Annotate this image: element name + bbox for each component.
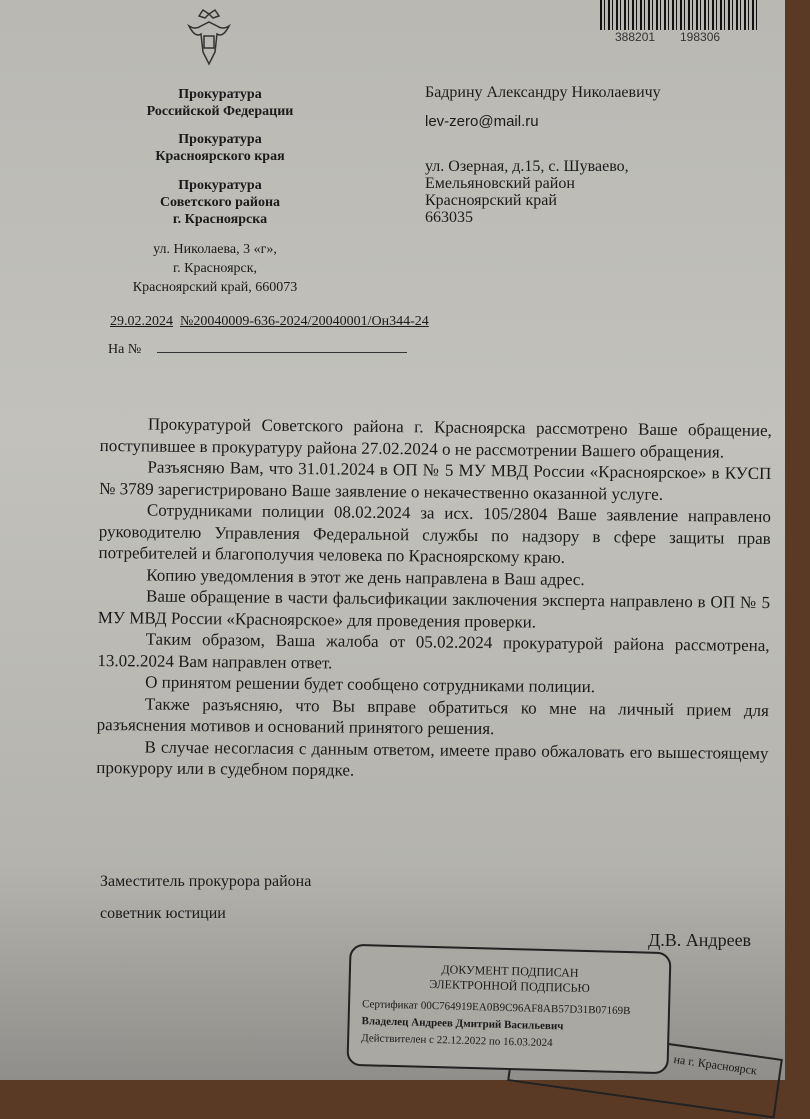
signer-rank: советник юстиции	[100, 905, 226, 922]
reference-line: 29.02.2024 №20040009-636-2024/20040001/Он344-24	[110, 314, 429, 329]
paragraph: О принятом решении будет сообщено сотрудниками полиции.	[145, 672, 596, 697]
paragraph: Таким образом, Ваша жалоба от 05.02.2024 прокуратурой района рассмотрена, 13.02.2024 Вам направлен ответ.	[97, 629, 770, 672]
org-krai: Прокуратура Красноярского края	[155, 132, 285, 164]
org-russia: Прокуратура Российской Федерации	[146, 87, 294, 119]
barcode-number-left: 388201	[615, 30, 656, 44]
paragraph: Прокуратурой Советского района г. Красноярска рассмотрено Ваше обращение, поступившее в прокуратуру района 27.02.2024 о не рассмотрении Вашего обращения.	[99, 414, 772, 462]
org-district: Прокуратура Советского района г. Красноярска	[159, 178, 281, 227]
barcode	[600, 0, 760, 30]
signer-name: Д.В. Андреев	[648, 930, 752, 950]
signer-position: Заместитель прокурора района	[100, 873, 312, 890]
recipient-name: Бадрину Александру Николаевичу	[425, 84, 661, 101]
paragraph: Сотрудниками полиции 08.02.2024 за исх. 105/2804 Ваше заявление направлено руководителю Управления Федеральной службы по надзору в сфере защиты прав потребителей и благополучия человека по Красноярскому краю.	[98, 500, 772, 567]
electronic-signature-stamp: ДОКУМЕНТ ПОДПИСАН ЭЛЕКТРОННОЙ ПОДПИСЬЮ Сертификат 00C764919EA0B9C96AF8AB57D31B07169B Владелец Андреев Дмитрий Васильевич Действителен с 22.12.2022 по 16.03.2024	[346, 944, 671, 1074]
sender-address: ул. Николаева, 3 «г», г. Красноярск, Красноярский край, 660073	[132, 242, 298, 295]
paragraph: Ваше обращение в части фальсификации заключения эксперта направлено в ОП № 5 МУ МВД России «Красноярское» для проведения проверки.	[97, 586, 771, 632]
paragraph: Также разъясняю, что Вы вправе обратиться ко мне на личный прием для разъяснения мотивов и оснований принятого решения.	[96, 693, 770, 739]
paragraph: Копию уведомления в этот же день направлена в Ваш адрес.	[146, 564, 585, 589]
coat-of-arms-icon	[185, 8, 233, 70]
paragraph: В случае несогласия с данным ответом, имеете право обжаловать его вышестоящему прокурору или в судебном порядке.	[96, 736, 769, 780]
recipient-address: ул. Озерная, д.15, с. Шуваево, Емельяновский район Красноярский край 663035	[425, 158, 629, 226]
paragraph: Разъясняю Вам, что 31.01.2024 в ОП № 5 МУ МВД России «Красноярское» в КУСП № 3789 зарегистрировано Ваше заявление о некачественно оказанной услуге.	[99, 457, 772, 504]
letter-body	[96, 413, 772, 786]
underlying-stamp: на г. Красноярск	[507, 1022, 783, 1119]
na-number: На №	[108, 342, 407, 358]
barcode-number-right: 198306	[680, 30, 721, 44]
recipient-email: lev-zero@mail.ru	[425, 113, 539, 130]
